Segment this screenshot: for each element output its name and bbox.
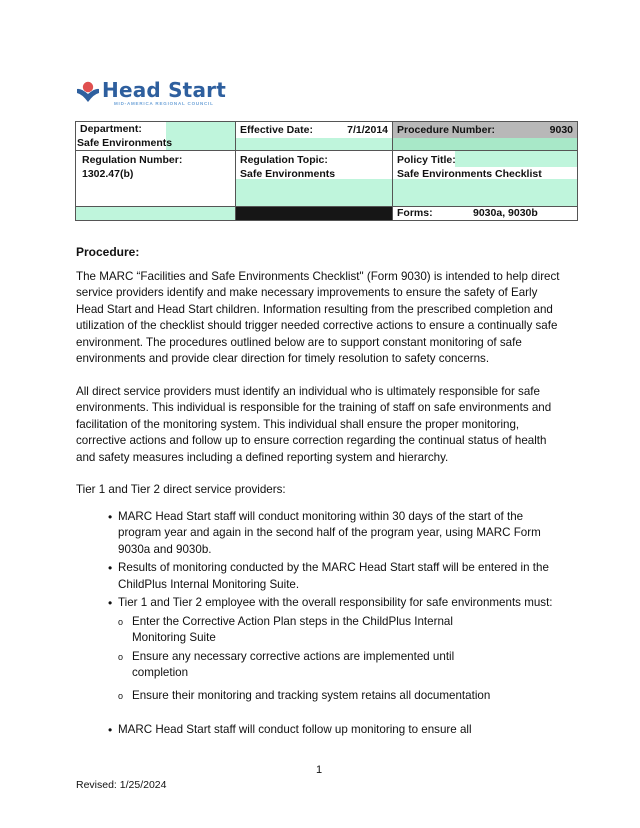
regulation-topic-value: Safe Environments — [240, 168, 336, 180]
sub-list-item: o Ensure their monitoring and tracking system retains all documentation — [118, 688, 566, 705]
procedure-heading: Procedure: — [76, 245, 140, 259]
list-item: • MARC Head Start staff will conduct monitoring within 30 days of the start of the program year and again in the second half of the program year, using MARC Form 9030a and 9030b. — [76, 509, 566, 559]
effective-date-value: 7/1/2014 — [347, 124, 388, 136]
forms-value: 9030a, 9030b — [473, 207, 538, 219]
requirements-list — [76, 509, 566, 739]
procedure-number-cell — [393, 122, 578, 151]
department-cell — [76, 122, 236, 151]
list-item-text: Tier 1 and Tier 2 employee with the overall responsibility for safe environments must: — [118, 596, 553, 609]
department-label: Department: — [80, 123, 142, 135]
logo-title: Head Start — [102, 78, 226, 102]
list-item — [76, 595, 566, 704]
regulation-number-cell — [76, 151, 236, 207]
list-item: • MARC Head Start staff will conduct follow up monitoring to ensure all — [76, 722, 566, 739]
page-number: 1 — [316, 764, 323, 776]
blank-black-cell — [236, 207, 393, 221]
regulation-topic-label: Regulation Topic: — [240, 154, 328, 166]
department-value: Safe Environments — [77, 137, 173, 149]
logo-subtitle: MID-AMERICA REGIONAL COUNCIL — [114, 101, 214, 106]
policy-title-label: Policy Title: — [397, 154, 456, 166]
sub-requirements-list — [118, 614, 566, 705]
forms-label: Forms: — [397, 207, 433, 219]
procedure-body — [76, 244, 566, 741]
procedure-number-label: Procedure Number: — [397, 124, 496, 136]
sub-list-item: o Ensure any necessary corrective actions are implemented until completion — [118, 649, 462, 682]
responsibility-paragraph: All direct service providers must identify an individual who is ultimately responsible for safe environments. This individual is responsible for the training of staff on safe environments and facilitation of the monitoring system. This individual shall ensure the proper monitoring, corrective actions and follow up to ensure correction regarding the continual status of health and safety measures including a defined reporting system and hierarchy. — [76, 384, 552, 464]
revised-date: Revised: 1/25/2024 — [76, 779, 167, 791]
head-start-logo-icon — [76, 80, 100, 104]
tier-intro: Tier 1 and Tier 2 direct service providers: — [76, 483, 286, 496]
blank-mint-cell — [76, 207, 236, 221]
policy-title-cell — [393, 151, 578, 207]
forms-cell — [393, 207, 578, 221]
regulation-topic-cell — [236, 151, 393, 207]
effective-date-cell — [236, 122, 393, 151]
procedure-header-table — [75, 121, 578, 221]
effective-date-label: Effective Date: — [240, 124, 313, 136]
policy-title-value: Safe Environments Checklist — [397, 168, 542, 180]
sub-list-item: o Enter the Corrective Action Plan steps in the ChildPlus Internal Monitoring Suite — [118, 614, 462, 647]
procedure-number-value: 9030 — [549, 124, 573, 136]
regulation-number-label: Regulation Number: — [82, 154, 183, 166]
regulation-number-value: 1302.47(b) — [82, 168, 134, 180]
head-start-logo — [76, 80, 236, 110]
intro-paragraph: The MARC “Facilities and Safe Environments Checklist" (Form 9030) is intended to help direct service providers identify and make necessary improvements to ensure the safety of Early Head Start and Head Start children. Information resulting from the prescribed completion and utilization of the checklist should trigger needed corrective actions to ensure a continually safe environment. The procedures outlined below are to support constant monitoring of safe environments and provide clear direction for timely resolution to safety concerns. — [76, 269, 560, 365]
list-item: • Results of monitoring conducted by the MARC Head Start staff will be entered in the ChildPlus Internal Monitoring Suite. — [76, 560, 566, 593]
